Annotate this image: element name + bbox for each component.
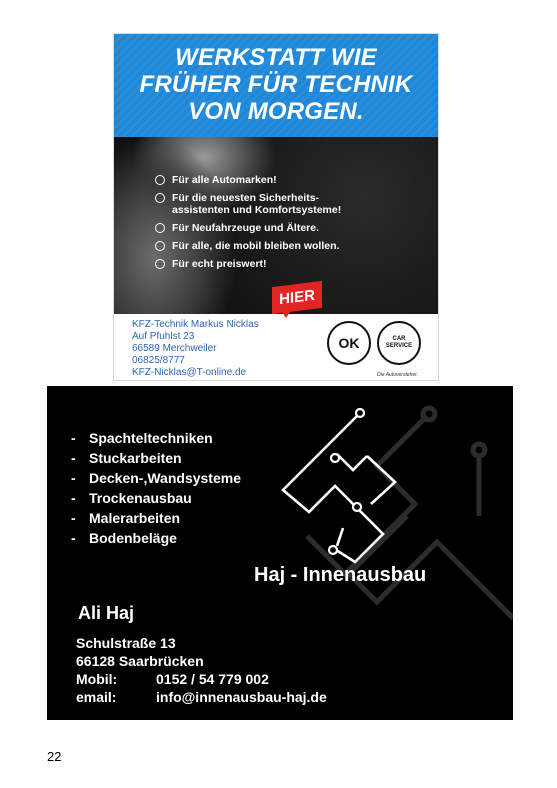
headline-line-1: WERKSTATT WIE [175,44,377,71]
kfz-technik-ad [114,34,438,380]
car-service-logo: CAR SERVICE [377,321,421,365]
headline-banner [114,34,438,137]
service-list [71,428,241,548]
service-item: - Decken-,Wandsysteme [71,470,241,486]
city: 66128 Saarbrücken [76,653,204,669]
bullet-circle-icon [155,193,165,203]
mobile-label: Mobil: [76,671,118,687]
email-address[interactable]: KFZ-Nicklas@T-online.de [132,367,247,378]
brand-name: Haj - Innenausbau [254,564,427,586]
feature-list [155,174,341,276]
street-address: Auf Pfuhlst 23 [132,331,195,342]
bullet-circle-icon [155,175,165,185]
street: Schulstraße 13 [76,635,176,651]
service-item: - Spachteltechniken [71,430,213,446]
service-item: - Bodenbeläge [71,530,177,546]
feature-item: Für die neuesten Sicherheits- [155,192,341,204]
company-name: KFZ-Technik Markus Nicklas [132,319,259,330]
feature-item: Für alle, die mobil bleiben wollen. [155,240,341,252]
tagline: Die Autoversteher. [377,372,419,378]
email-value[interactable]: info@innenausbau-haj.de [156,689,327,705]
service-item: - Trockenausbau [71,490,192,506]
mobile-row [76,670,269,688]
service-item: - Stuckarbeiten [71,450,182,466]
feature-item-continued: assistenten und Komfortsysteme! [172,204,342,216]
email-row [76,688,327,706]
bullet-circle-icon [155,223,165,233]
hier-badge-pointer [278,306,294,318]
mobile-value[interactable]: 0152 / 54 779 002 [156,671,269,687]
email-label: email: [76,689,117,705]
headline-line-3: VON MORGEN. [188,98,364,125]
service-item: - Malerarbeiten [71,510,181,526]
phone-number: 06825/8777 [132,355,185,366]
haj-innenausbau-ad [47,386,513,720]
ok-logo: OK [327,321,371,365]
feature-item: Für Neufahrzeuge und Ältere. [155,222,341,234]
headline-line-2: FRÜHER FÜR TECHNIK [139,71,413,98]
postal-city: 66589 Merchweiler [132,343,217,354]
person-name: Ali Haj [78,603,135,623]
page-number: 22 [47,749,62,764]
feature-item: Für alle Automarken! [155,174,341,186]
bullet-circle-icon [155,259,165,269]
bullet-circle-icon [155,241,165,251]
feature-item: Für echt preiswert! [155,258,341,270]
hier-badge: HIER [272,281,322,314]
